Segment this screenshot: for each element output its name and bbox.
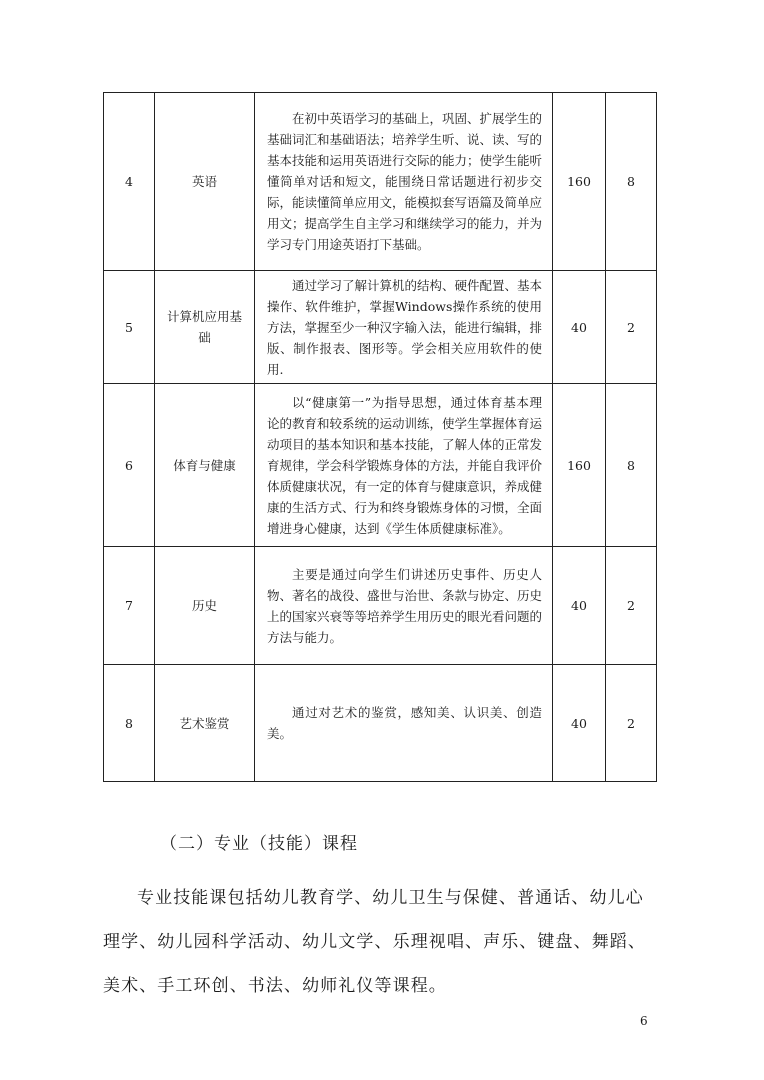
course-hours: 40 — [553, 547, 606, 665]
course-description-text: 在初中英语学习的基础上，巩固、扩展学生的基础词汇和基础语法；培养学生听、说、读、写的基本技能和运用英语进行交际的能力；使学生能听懂简单对话和短文，能围绕日常话题进行初步交际，能读懂简单应用文，能模拟套写语篇及简单应用文；提高学生自主学习和继续学习的能力，并为学习专门用途英语打下基础。 — [267, 111, 543, 252]
course-description — [255, 547, 553, 665]
course-name-text: 艺术鉴赏 — [179, 715, 230, 731]
course-description-text: 主要是通过向学生们讲述历史事件、历史人物、著名的战役、盛世与治世、条款与协定、历史上的国家兴衰等等培养学生用历史的眼光看问题的方法与能力。 — [267, 566, 543, 645]
course-table — [103, 92, 657, 782]
table-row — [104, 547, 657, 665]
course-credits: 2 — [606, 547, 657, 665]
course-name — [155, 271, 255, 384]
page-number: 6 — [640, 1014, 648, 1028]
course-description — [255, 665, 553, 782]
table-row — [104, 93, 657, 271]
row-number: 6 — [104, 384, 155, 547]
table-row — [104, 384, 657, 547]
course-description — [255, 93, 553, 271]
course-name-text: 计算机应用基础 — [166, 309, 242, 345]
row-number: 7 — [104, 547, 155, 665]
row-number: 4 — [104, 93, 155, 271]
course-name — [155, 547, 255, 665]
course-description-text: 通过对艺术的鉴赏，感知美、认识美、创造美。 — [267, 705, 542, 741]
course-hours: 160 — [553, 384, 606, 547]
course-credits: 2 — [606, 665, 657, 782]
course-name-text: 历史 — [191, 598, 217, 613]
course-hours: 40 — [553, 665, 606, 782]
course-hours: 40 — [553, 271, 606, 384]
course-name-text: 英语 — [191, 174, 217, 189]
course-description — [255, 384, 553, 547]
row-number: 8 — [104, 665, 155, 782]
course-credits: 2 — [606, 271, 657, 384]
section-paragraph: 专业技能课包括幼儿教育学、幼儿卫生与保健、普通话、幼儿心理学、幼儿园科学活动、幼儿文学、乐理视唱、声乐、键盘、舞蹈、美术、手工环创、书法、幼师礼仪等课程。 — [103, 888, 646, 996]
course-description-text: 以“健康第一”为指导思想，通过体育基本理论的教育和较系统的运动训练，使学生掌握体育运动项目的基本知识和基本技能，了解人体的正常发育规律，学会科学锻炼身体的方法，并能自我评价体质健康状况，有一定的体育与健康意识，养成健康的生活方式、行为和终身锻炼身体的习惯，全面增进身心健康，达到《学生体质健康标准》。 — [267, 394, 543, 536]
course-credits: 8 — [606, 93, 657, 271]
course-description — [255, 271, 553, 384]
course-name — [155, 93, 255, 271]
table-row — [104, 271, 657, 384]
table-row — [104, 665, 657, 782]
row-number: 5 — [104, 271, 155, 384]
course-name-text: 体育与健康 — [173, 457, 236, 473]
course-name — [155, 384, 255, 547]
course-name — [155, 665, 255, 782]
course-credits: 8 — [606, 384, 657, 547]
section-heading: （二）专业（技能）课程 — [160, 834, 358, 854]
course-description-text: 通过学习了解计算机的结构、硬件配置、基本操作、软件维护，掌握Windows操作系统的使用方法，掌握至少一种汉字输入法，能进行编辑，排版、制作报表、图形等。学会相关应用软件的使用. — [267, 277, 543, 377]
course-hours: 160 — [553, 93, 606, 271]
